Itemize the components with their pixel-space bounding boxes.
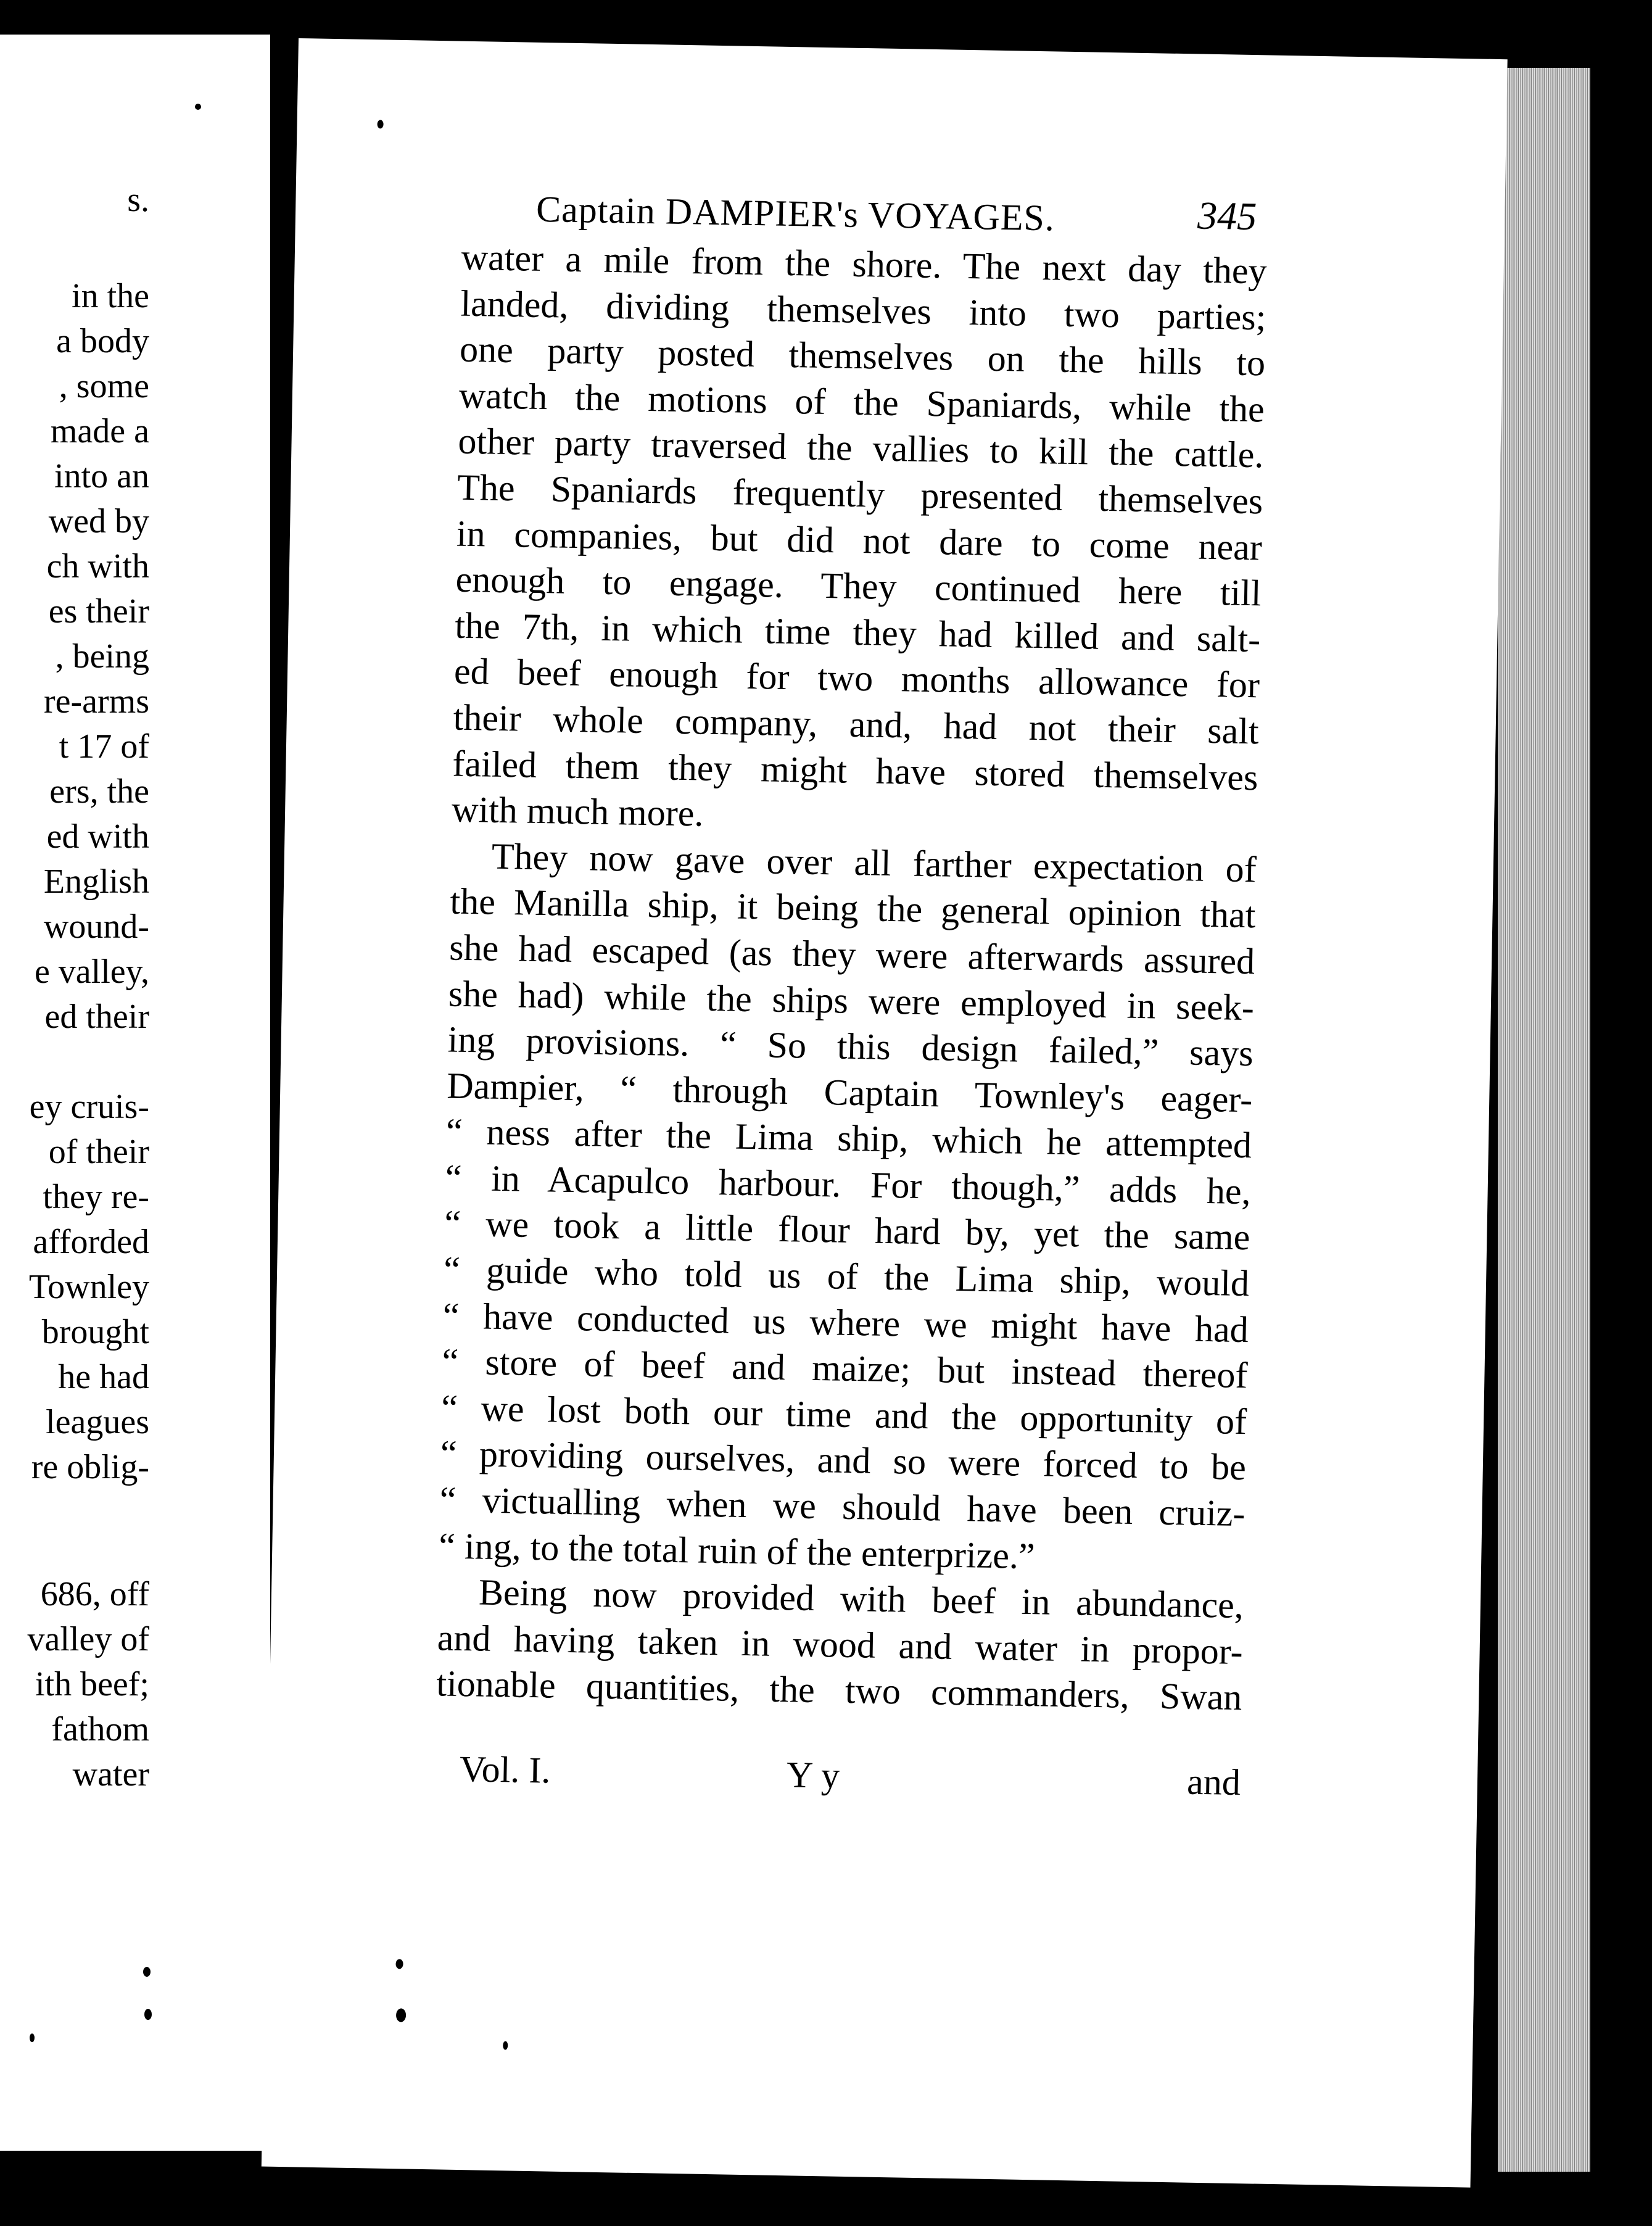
body-line: the 7th, in which time they had killed and salt- xyxy=(454,605,1261,660)
body-line: watch the motions of the Spaniards, while the xyxy=(458,374,1265,430)
body-line: The Spaniards frequently presented themselves xyxy=(456,466,1263,522)
body-line: landed, dividing themselves into two parties; xyxy=(460,283,1266,338)
left-page-text-line: es their xyxy=(48,592,149,631)
left-page-text-line: wound- xyxy=(43,908,149,946)
body-line: their whole company, and, had not their salt xyxy=(453,697,1260,752)
left-page-text-line: English xyxy=(43,863,149,901)
left-page-text-line: 686, off xyxy=(40,1575,149,1613)
left-page-text-line: fathom xyxy=(51,1710,149,1748)
body-line: “ providing ourselves, and so were forced to be xyxy=(440,1433,1247,1488)
ink-speck xyxy=(396,2008,406,2022)
left-page-text-line: water xyxy=(72,1755,149,1794)
left-page-text-line: in the xyxy=(72,277,149,315)
body-line: tionable quantities, the two commanders, Swan xyxy=(436,1663,1242,1718)
left-page xyxy=(0,35,270,2151)
body-line: in companies, but did not dare to come near xyxy=(456,513,1263,568)
ink-speck xyxy=(143,1967,151,1977)
ink-speck xyxy=(144,2009,152,2020)
ink-speck xyxy=(395,1959,403,1969)
body-line: water a mile from the shore. The next day they xyxy=(461,236,1268,292)
left-page-text-line: re oblig- xyxy=(31,1448,149,1486)
left-page-text-line: s. xyxy=(127,181,149,219)
ink-speck xyxy=(195,104,201,110)
body-line: “ ness after the Lima ship, which he attempted xyxy=(445,1111,1252,1166)
body-line: “ store of beef and maize; but instead thereof xyxy=(442,1341,1248,1396)
left-page-text-line: leagues xyxy=(46,1403,149,1441)
left-page-text-line: made a xyxy=(50,412,149,450)
ink-speck xyxy=(30,2034,35,2042)
left-page-text-line: brought xyxy=(41,1313,149,1351)
body-line: “ have conducted us where we might have had xyxy=(442,1295,1249,1350)
running-head: Captain DAMPIER's VOYAGES. xyxy=(535,188,1055,239)
body-line: “ guide who told us of the Lima ship, would xyxy=(443,1249,1250,1304)
body-line: other party traversed the vallies to kill the cattle. xyxy=(458,420,1265,476)
left-page-text-line: ith beef; xyxy=(35,1665,149,1703)
body-line: “ ing, to the total ruin of the enterprize.” xyxy=(438,1525,1036,1576)
page-footer xyxy=(434,1750,1241,1807)
ink-speck xyxy=(503,2041,508,2050)
body-line: she had) while the ships were employed in seek- xyxy=(448,972,1255,1028)
body-line: “ in Acapulco harbour. For though,” adds he, xyxy=(445,1157,1252,1212)
ink-speck xyxy=(377,120,383,128)
body-line: the Manilla ship, it being the general opinion that xyxy=(450,880,1257,936)
body-line: “ we lost both our time and the opportunity of xyxy=(440,1387,1247,1442)
page-edge-stack xyxy=(1498,68,1590,2172)
body-line: Being now provided with beef in abundance, xyxy=(478,1571,1244,1626)
volume-mark: Vol. I. xyxy=(459,1748,551,1791)
body-line: she had escaped (as they were afterwards assured xyxy=(448,927,1255,982)
left-page-text-line: valley of xyxy=(27,1620,149,1658)
body-text xyxy=(436,236,1268,1725)
left-page-text-line: Townley xyxy=(28,1268,149,1306)
left-page-text-line: ed with xyxy=(46,817,149,856)
body-line: Dampier, “ through Captain Townley's eager- xyxy=(446,1065,1253,1120)
left-page-text-line: ey cruis- xyxy=(29,1088,149,1126)
left-page-text-line: , some xyxy=(59,367,149,405)
body-line: ing provisions. “ So this design failed,” says xyxy=(447,1019,1254,1074)
signature-mark: Y y xyxy=(786,1754,840,1796)
body-line: enough to engage. They continued here till xyxy=(455,558,1262,614)
left-page-text-line: ed their xyxy=(44,998,149,1036)
body-line: ed beef enough for two months allowance for xyxy=(453,650,1260,706)
left-page-text-line: re-arms xyxy=(43,682,149,721)
body-line: “ we took a little flour hard by, yet the same xyxy=(444,1202,1250,1258)
body-line: one party posted themselves on the hills to xyxy=(459,328,1266,384)
left-page-text-line: t 17 of xyxy=(59,727,149,766)
body-line: They now gave over all farther expectation of xyxy=(491,835,1257,890)
left-page-text-line: , being xyxy=(55,637,149,676)
body-line: “ victualling when we should have been cruiz- xyxy=(439,1479,1246,1534)
left-page-text-line: afforded xyxy=(33,1223,149,1261)
left-page-text-line: wed by xyxy=(48,502,149,540)
left-page-text-line: they re- xyxy=(43,1178,149,1216)
right-page xyxy=(262,38,1508,2188)
body-line: with much more. xyxy=(451,788,704,834)
left-page-text-line: into an xyxy=(54,457,149,495)
body-line: failed them they might have stored themselves xyxy=(452,743,1258,798)
left-page-text-line: ers, the xyxy=(49,772,149,811)
left-page-text-line: e valley, xyxy=(34,953,149,991)
left-page-text-line: he had xyxy=(58,1358,149,1396)
catchword: and xyxy=(1186,1761,1241,1803)
left-page-text-line: a body xyxy=(56,322,149,360)
page-number: 345 xyxy=(1197,193,1257,239)
body-line: and having taken in wood and water in propor- xyxy=(437,1617,1244,1672)
left-page-text-line: ch with xyxy=(46,547,149,585)
left-page-text-line: of their xyxy=(48,1133,149,1171)
